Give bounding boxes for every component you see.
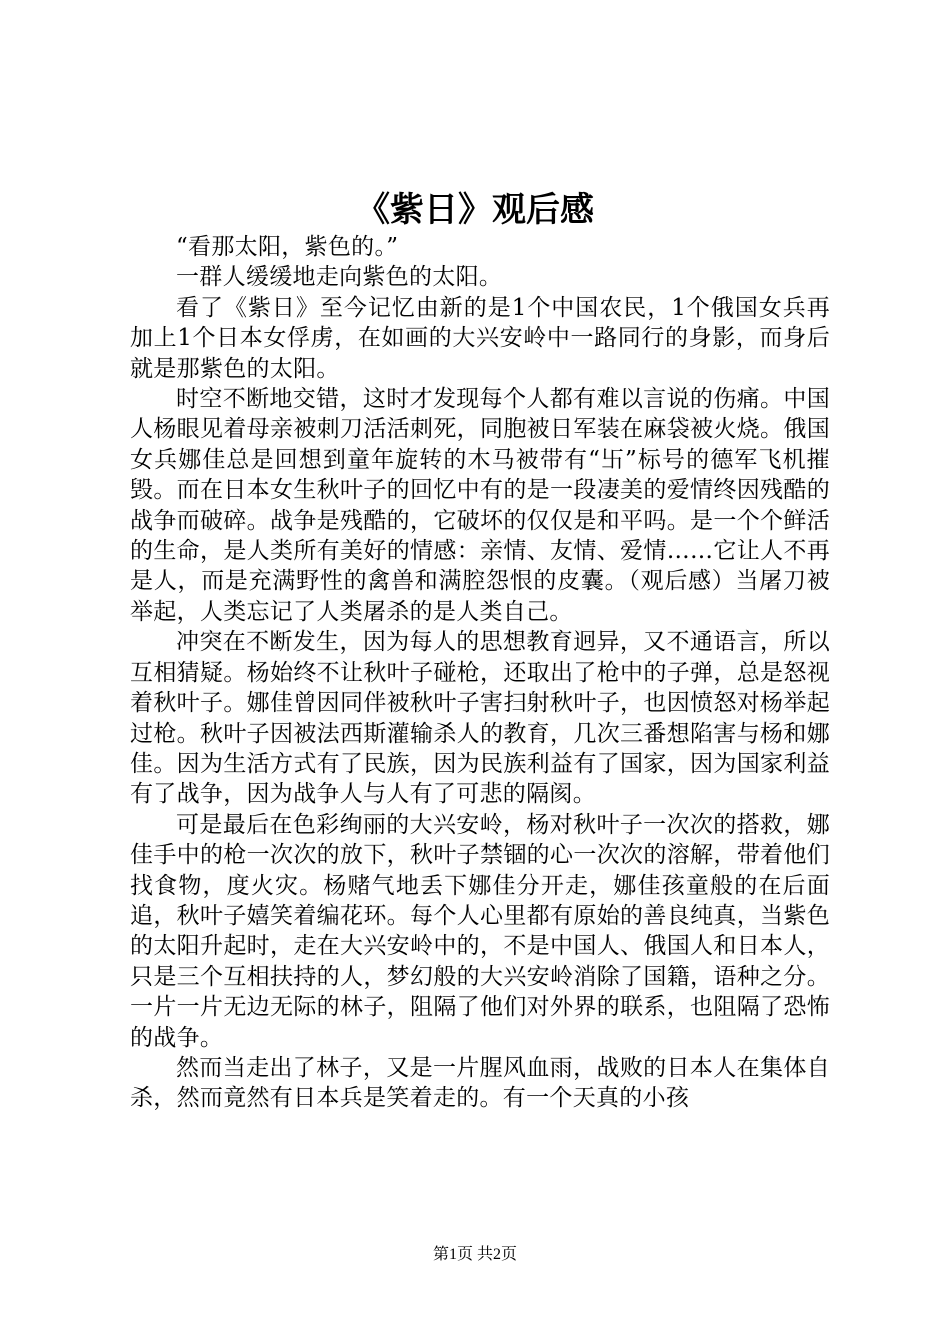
paragraph: “看那太阳，紫色的。”: [176, 234, 399, 260]
page-number-footer: 第1页 共2页: [432, 1246, 517, 1263]
paragraph: 看了《紫日》至今记忆由新的是1个中国农民，1个俄国女兵再加上1个日本女俘虏，在如画的大兴安岭中一路同行的身影，而身后就是那紫色的太阳。: [130, 294, 830, 382]
document-body: [130, 232, 830, 1114]
paragraph: 一群人缓缓地走向紫色的太阳。: [176, 264, 503, 291]
paragraph: 可是最后在色彩绚丽的大兴安岭，杨对秋叶子一次次的搭救，娜佳手中的枪一次次的放下，秋叶子禁锢的心一次次的溶解，带着他们找食物，度火灾。杨赌气地丢下娜佳分开走，娜佳孩童般的在后面追，秋叶子嬉笑着编花环。每个人心里都有原始的善良纯真，当紫色的太阳升起时，走在大兴安岭中的，不是中国人、俄国人和日本人，只是三个互相扶持的人，梦幻般的大兴安岭消除了国籍，语种之分。一片一片无边无际的林子，阻隔了他们对外界的联系，也阻隔了恐怖的战争。: [130, 811, 830, 1051]
paragraph: 然而当走出了林子，又是一片腥风血雨，战败的日本人在集体自杀，然而竟然有日本兵是笑着走的。有一个天真的小孩: [130, 1054, 830, 1112]
paragraph: 时空不断地交错，这时才发现每个人都有难以言说的伤痛。中国人杨眼见着母亲被刺刀活活刺死，同胞被日军装在麻袋被火烧。俄国女兵娜佳总是回想到童年旋转的木马被带有“卐”标号的德军飞机摧毁。而在日本女生秋叶子的回忆中有的是一段凄美的爱情终因残酷的战争而破碎。战争是残酷的，它破坏的仅仅是和平吗。是一个个鲜活的生命，是人类所有美好的情感：亲情、友情、爱情……它让人不再是人，而是充满野性的禽兽和满腔怨恨的皮囊。（观后感）当屠刀被举起，人类忘记了人类屠杀的是人类自己。: [130, 386, 830, 625]
document-title: 《紫日》观后感: [356, 190, 594, 230]
paragraph: 冲突在不断发生，因为每人的思想教育迥异，又不通语言，所以互相猜疑。杨始终不让秋叶子碰枪，还取出了枪中的子弹，总是怒视着秋叶子。娜佳曾因同伴被秋叶子害扫射秋叶子，也因愤怒对杨举起过枪。秋叶子因被法西斯灌输杀人的教育，几次三番想陷害与杨和娜佳。因为生活方式有了民族，因为民族利益有了国家，因为国家利益有了战争，因为战争人与人有了可悲的隔阂。: [130, 629, 830, 808]
